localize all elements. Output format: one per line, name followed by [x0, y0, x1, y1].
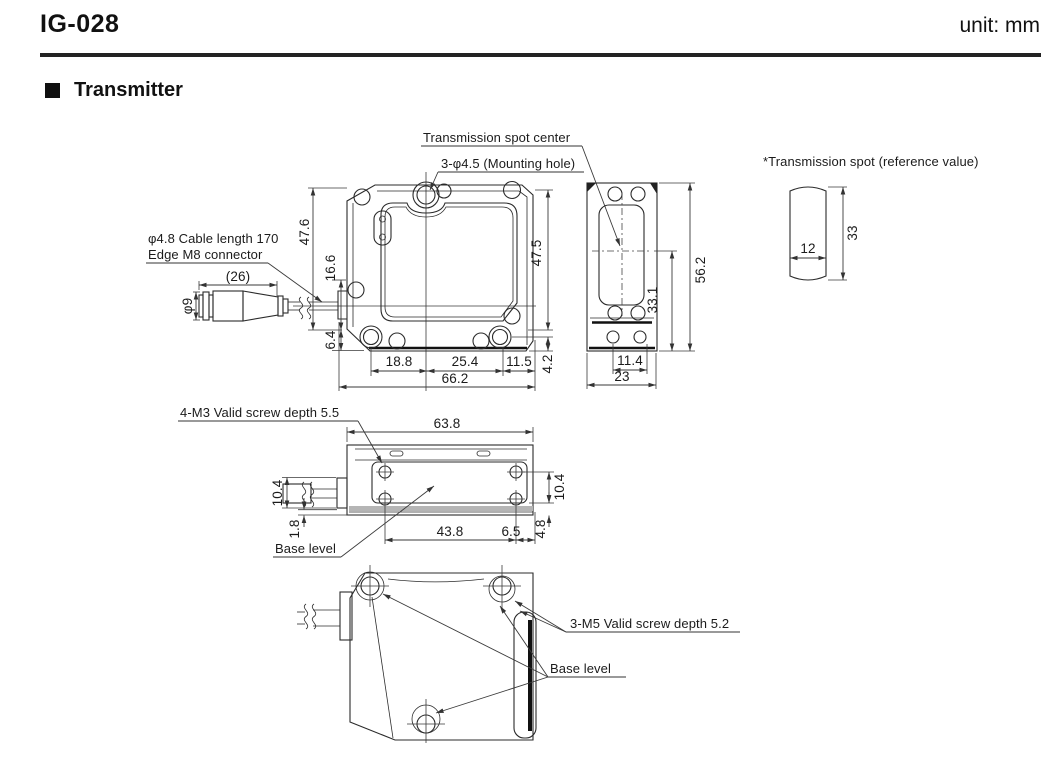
connector-rib3 [209, 295, 213, 317]
dim-side-spot: 33.1 [645, 286, 660, 314]
rear-connector [297, 592, 352, 640]
dim-seg3: 11.5 [506, 354, 532, 369]
rear-top-inner-line [388, 579, 484, 582]
front-hole-top-right [504, 182, 521, 199]
front-hole-top-left [354, 189, 370, 205]
section-title: Transmitter [74, 79, 183, 101]
rear-left-diagonal [372, 597, 393, 738]
label-spot-center: Transmission spot center [423, 130, 571, 145]
dim-width-total: 66.2 [441, 371, 469, 386]
label-mounting-hole: 3-φ4.5 (Mounting hole) [441, 156, 576, 171]
dim-foot: 4.2 [540, 354, 555, 374]
side-hole-top-left [608, 187, 622, 201]
side-hole-bot-right [634, 331, 646, 343]
dim-side-holes: 11.4 [617, 353, 643, 368]
dim-seg1: 18.8 [385, 354, 413, 369]
label-connector: Edge M8 connector [148, 247, 263, 262]
front-body-inner-line [377, 191, 527, 345]
connector-rib1 [199, 295, 203, 317]
dim-top-hright: 10.4 [552, 473, 567, 501]
label-m3-screw: 4-M3 Valid screw depth 5.5 [180, 405, 340, 420]
dim-bottom-offset: 6.4 [323, 330, 338, 350]
side-hole-top-right [631, 187, 645, 201]
dim-top-off: 4.8 [533, 519, 548, 539]
leader-base-top [341, 486, 434, 557]
leader-spot-center [582, 146, 620, 246]
leader-m3 [358, 421, 382, 463]
mounting-hole-bottom-right [493, 330, 508, 345]
dim-top-edge: 6.5 [501, 524, 521, 539]
label-m5-screw: 3-M5 Valid screw depth 5.2 [570, 616, 730, 631]
connector-ring2 [283, 299, 288, 313]
rear-cable-break1 [304, 604, 307, 629]
label-spot-reference: *Transmission spot (reference value) [763, 154, 979, 169]
dim-top-span: 43.8 [436, 524, 464, 539]
leader-m5-1 [515, 601, 566, 632]
spot-shape [790, 187, 826, 280]
top-view [178, 405, 567, 557]
dim-spot-height: 33 [845, 225, 860, 241]
dim-height-left: 47.6 [297, 218, 312, 246]
top-connector-flange [337, 478, 347, 508]
label-cable: φ4.8 Cable length 170 [148, 231, 279, 246]
cable-break1 [299, 297, 302, 319]
mounting-hole-bottom-left [364, 330, 379, 345]
dim-top-baseoff: 1.8 [287, 519, 302, 539]
side-corner-mark-tr [650, 183, 657, 194]
connector-ring1 [278, 296, 283, 316]
unit-label: unit: mm [959, 14, 1040, 37]
front-view [146, 130, 620, 391]
leader-m5-2 [520, 611, 566, 632]
side-window [599, 205, 644, 305]
connector-barrel [213, 291, 243, 321]
front-window-outer [381, 203, 517, 321]
m5-cross-tl [351, 565, 389, 607]
label-base-level-top: Base level [275, 541, 336, 556]
front-hole-bottom-right2 [473, 333, 489, 349]
front-hole-mid-left [348, 282, 364, 298]
dim-connector-dia: φ9 [180, 297, 195, 315]
rear-cable-break2 [312, 604, 315, 629]
dim-spot-width: 12 [800, 241, 816, 256]
side-view [587, 183, 708, 389]
connector-taper [243, 291, 278, 321]
connector-rib2 [203, 292, 209, 320]
front-hole-bottom-left2 [389, 333, 405, 349]
side-hole-bot-left [607, 331, 619, 343]
label-base-level-rear: Base level [550, 661, 611, 676]
top-base-strip [349, 506, 533, 511]
top-body-outline [347, 445, 533, 515]
top-slot-right [477, 451, 490, 456]
cable-break2 [307, 297, 310, 319]
side-corner-mark-tl [587, 183, 596, 192]
rear-view [297, 565, 740, 743]
cable-exit-block [338, 291, 347, 319]
m5-cross-bc [407, 699, 445, 743]
m5-screw-holes [351, 565, 521, 743]
top-screw-plate [372, 462, 527, 503]
dim-top-width: 63.8 [433, 416, 461, 431]
top-connector [283, 478, 347, 508]
page-title: IG-028 [40, 10, 120, 38]
dim-cable-offset: 16.6 [323, 254, 338, 282]
dim-height-right: 47.5 [529, 239, 544, 267]
dim-side-depth: 23 [614, 369, 630, 384]
dim-seg2: 25.4 [451, 354, 479, 369]
m3-screw-holes [376, 463, 525, 508]
spot-view [763, 154, 979, 280]
top-slot-left [390, 451, 403, 456]
m3-hole-crosses [376, 463, 525, 508]
dim-side-height: 56.2 [693, 256, 708, 284]
front-window-inner [385, 207, 513, 317]
dim-top-hleft: 10.4 [270, 479, 285, 507]
dim-connector-len: (26) [225, 269, 251, 284]
